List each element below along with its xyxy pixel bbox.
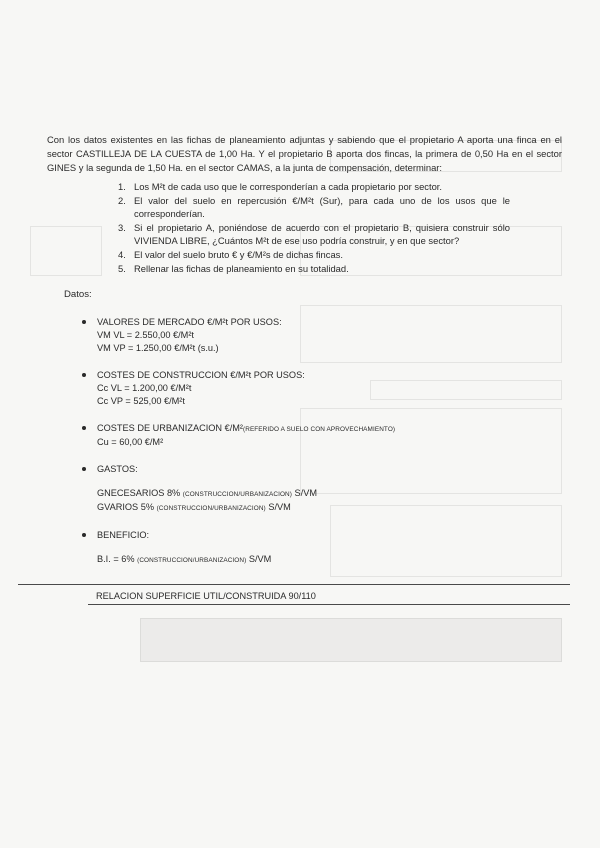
intro-paragraph: Con los datos existentes en las fichas de planeamiento adjuntas y sabiendo que el propietario A aporta una finca en el sector CASTILLEJA DE LA CUESTA de 1,00 Ha. Y el propietario B aporta dos fincas, la primera de 0,50 Ha en el sector GINES y la segunda de 1,50 Ha. en el sector CAMAS, a la junta de compensación, determinar: [47, 134, 562, 174]
show-through-table [140, 618, 562, 662]
bullet-icon [82, 426, 86, 430]
question-item: 4. El valor del suelo bruto € y €/M²s de dichas fincas. [118, 248, 343, 260]
divider-bottom [88, 604, 570, 605]
data-item-urbanizacion: COSTES DE URBANIZACION €/M²(REFERIDO A SUELO CON APROVECHAMIENTO) Cu = 60,00 €/M² [80, 422, 560, 449]
bullet-icon [82, 373, 86, 377]
relacion-superficie: RELACION SUPERFICIE UTIL/CONSTRUIDA 90/110 [96, 591, 316, 601]
question-item: 5. Rellenar las fichas de planeamiento en su totalidad. [118, 262, 349, 274]
datos-label: Datos: [64, 289, 92, 300]
bullet-icon [82, 467, 86, 471]
data-list [80, 316, 560, 581]
question-item: 1. Los M²t de cada uso que le corresponderían a cada propietario por sector. [118, 181, 442, 192]
bullet-icon [82, 320, 86, 324]
data-item-mercado: VALORES DE MERCADO €/M²t POR USOS: VM VL = 2.550,00 €/M²t VM VP = 1.250,00 €/M²t (s.u.) [80, 316, 560, 355]
data-item-construccion: COSTES DE CONSTRUCCION €/M²t POR USOS: Cc VL = 1.200,00 €/M²t Cc VP = 525,00 €/M²t [80, 369, 560, 408]
divider-top [18, 584, 570, 585]
data-item-gastos: GASTOS: GNECESARIOS 8% (CONSTRUCCION/URBANIZACION) S/VM GVARIOS 5% (CONSTRUCCION/URBANIZACION) S/VM [80, 463, 560, 515]
bullet-icon [82, 533, 86, 537]
question-item: 2. El valor del suelo en repercusión €/M²t (Sur), para cada uno de los usos que le corresponderían. [118, 194, 510, 220]
show-through-table [30, 226, 102, 276]
data-item-beneficio: BENEFICIO: B.I. = 6% (CONSTRUCCION/URBANIZACION) S/VM [80, 529, 560, 567]
question-item: 3. Si el propietario A, poniéndose de acuerdo con el propietario B, quisiera construir sólo VIVIENDA LIBRE, ¿Cuántos M²t de ese uso podría construir, y en que sector? [118, 221, 510, 247]
question-list [118, 180, 510, 275]
